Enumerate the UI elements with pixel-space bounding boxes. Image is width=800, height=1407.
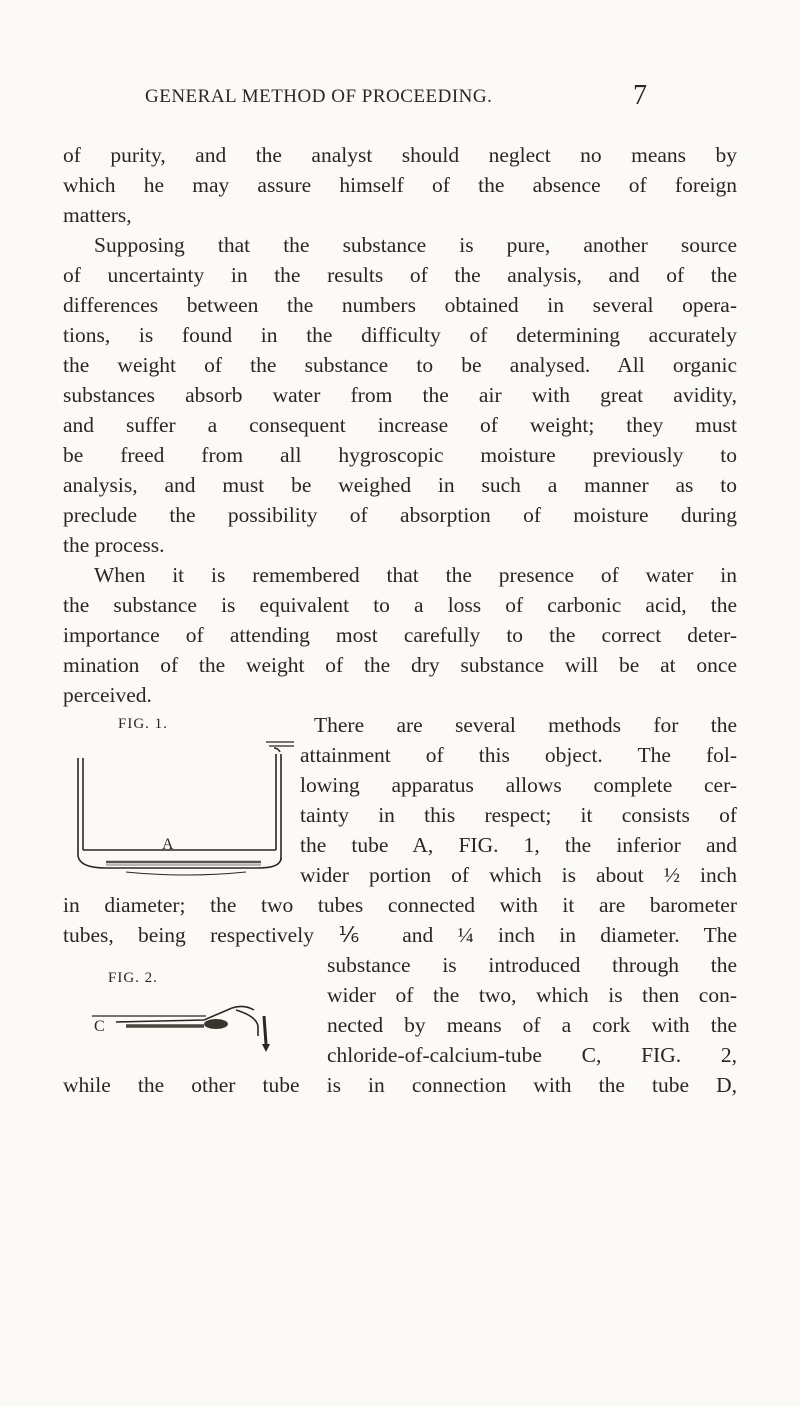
text-line: attainment of this object. The fol- [300,743,737,767]
text-line: analysis, and must be weighed in such a manner as to [63,473,737,497]
running-head: GENERAL METHOD OF PROCEEDING. [145,86,493,107]
text-line: the weight of the substance to be analysed. All organic [63,353,737,377]
page-header [0,78,800,118]
text-line: preclude the possibility of absorption of moisture during [63,503,737,527]
text-line: and suffer a consequent increase of weight; they must [63,413,737,437]
text-line: tions, is found in the difficulty of determining accurately [63,323,737,347]
text-line: differences between the numbers obtained in several opera- [63,293,737,317]
text-line: matters, [63,203,132,227]
drying-tube-illustration [66,738,296,878]
text-line: the tube A, FIG. 1, the inferior and [300,833,737,857]
text-line: mination of the weight of the dry substance will be at once [63,653,737,677]
text-line: chloride-of-calcium-tube C, FIG. 2, [327,1043,737,1067]
text-line: wider of the two, which is then con- [327,983,737,1007]
text-line: of purity, and the analyst should neglect no means by [63,143,737,167]
text-line: of uncertainty in the results of the analysis, and of the [63,263,737,287]
text-line: tainty in this respect; it consists of [300,803,737,827]
text-line: When it is remembered that the presence of water in [94,563,737,587]
text-line: Supposing that the substance is pure, another source [94,233,737,257]
figure-2-letter: C [94,1018,106,1035]
text-line: tubes, being respectively ⅙ and ¼ inch in diameter. The [63,923,737,947]
text-line: while the other tube is in connection with the tube D, [63,1073,737,1097]
text-line: wider portion of which is about ½ inch [300,863,737,887]
text-line: which he may assure himself of the absence of foreign [63,173,737,197]
text-line: substance is introduced through the [327,953,737,977]
text-line: importance of attending most carefully to the correct deter- [63,623,737,647]
text-line: lowing apparatus allows complete cer- [300,773,737,797]
text-line: There are several methods for the [314,713,737,737]
figure-1-label: FIG. 1. [118,716,168,732]
text-line: the process. [63,533,165,557]
text-line: the substance is equivalent to a loss of carbonic acid, the [63,593,737,617]
text-line: substances absorb water from the air with great avidity, [63,383,737,407]
text-line: nected by means of a cork with the [327,1013,737,1037]
page-number: 7 [633,80,647,111]
text-line: be freed from all hygroscopic moisture previously to [63,443,737,467]
figure-2-label: FIG. 2. [108,970,158,986]
text-line: perceived. [63,683,152,707]
figure-1-letter: A [162,836,175,853]
calcium-chloride-tube-illustration [86,996,296,1056]
text-line: in diameter; the two tubes connected with it are barometer [63,893,737,917]
